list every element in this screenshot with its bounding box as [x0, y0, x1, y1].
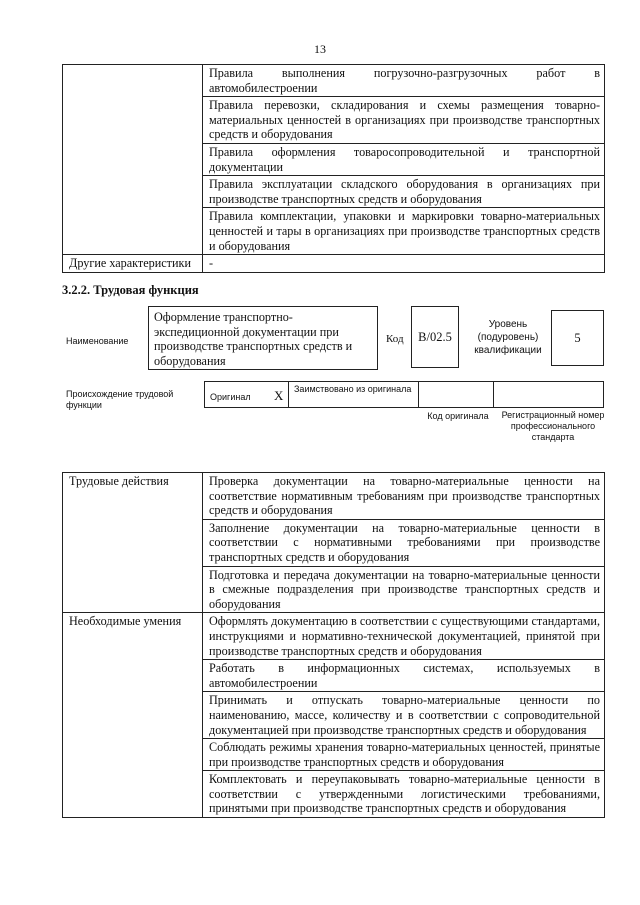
- labor-action-item: Подготовка и передача документации на товарно-материальные ценности в смежные подразделения при производстве транспортных средств и оборудования: [203, 566, 605, 613]
- name-label: Наименование: [66, 336, 129, 346]
- other-characteristics-label: Другие характеристики: [63, 255, 203, 273]
- labor-action-item: Проверка документации на товарно-материальные ценности на соответствие нормативным требованиям при производстве транспортных средств и оборудования: [203, 473, 605, 520]
- knowledge-table-continuation: [62, 64, 605, 273]
- table-row: [63, 255, 605, 273]
- table-row: [63, 613, 605, 660]
- page-number: 13: [314, 42, 326, 56]
- qualification-level-box: 5: [551, 310, 604, 366]
- knowledge-item: Правила перевозки, складирования и схемы размещения товарно-материальных ценностей в организациях при производстве транспортных средств и оборудования: [203, 97, 605, 144]
- borrowed-label: Заимствовано из оригинала: [294, 384, 412, 394]
- function-name-box: Оформление транспортно-экспедиционной документации при производстве транспортных средств и оборудования: [148, 306, 378, 370]
- table-row: [63, 65, 605, 97]
- code-original-label: Код оригинала: [427, 411, 489, 421]
- labor-function-table: [62, 472, 605, 818]
- knowledge-item: Правила эксплуатации складского оборудования в организациях при производстве транспортных средств и оборудования: [203, 176, 605, 208]
- registration-number-label: Регистрационный номер профессионального стандарта: [501, 410, 605, 442]
- skill-item: Соблюдать режимы хранения товарно-материальных ценностей, принятые при производстве транспортных средств и оборудования: [203, 739, 605, 771]
- required-skills-label: Необходимые умения: [63, 613, 203, 818]
- table-row: [63, 473, 605, 520]
- empty-label-cell: [63, 65, 203, 255]
- original-label: Оригинал: [210, 392, 251, 402]
- qualification-level-label: Уровень (подуровень) квалификации: [474, 319, 542, 356]
- other-characteristics-value: -: [203, 255, 605, 273]
- labor-action-item: Заполнение документации на товарно-материальные ценности в соответствии с нормативными требованиями при производстве транспортных средств и оборудования: [203, 519, 605, 566]
- skill-item: Оформлять документацию в соответствии с существующими стандартами, инструкциями и нормативно-технической документацией, принятой при производстве транспортных средств и оборудования: [203, 613, 605, 660]
- labor-actions-label: Трудовые действия: [63, 473, 203, 613]
- knowledge-item: Правила комплектации, упаковки и маркировки товарно-материальных ценностей и тары в организациях при производстве транспортных средств и оборудования: [203, 208, 605, 255]
- code-label: Код: [386, 333, 404, 345]
- skill-item: Комплектовать и переупаковывать товарно-материальные ценности в соответствии с утвержденными логистическими требованиями, принятыми при производстве транспортных средств и оборудования: [203, 771, 605, 818]
- origin-divider: [493, 381, 494, 408]
- origin-divider: [288, 381, 289, 408]
- section-heading: 3.2.2. Трудовая функция: [62, 283, 199, 297]
- function-code-box: B/02.5: [411, 306, 459, 368]
- origin-label: Происхождение трудовой функции: [66, 389, 174, 410]
- original-mark: X: [274, 388, 284, 403]
- origin-divider: [418, 381, 419, 408]
- skill-item: Принимать и отпускать товарно-материальные ценности по наименованию, массе, количеству и в соответствии с сопроводительной документацией при производстве транспортных средств и оборудования: [203, 692, 605, 739]
- knowledge-item: Правила выполнения погрузочно-разгрузочных работ в автомобилестроении: [203, 65, 605, 97]
- skill-item: Работать в информационных системах, используемых в автомобилестроении: [203, 660, 605, 692]
- knowledge-item: Правила оформления товаросопроводительной и транспортной документации: [203, 143, 605, 175]
